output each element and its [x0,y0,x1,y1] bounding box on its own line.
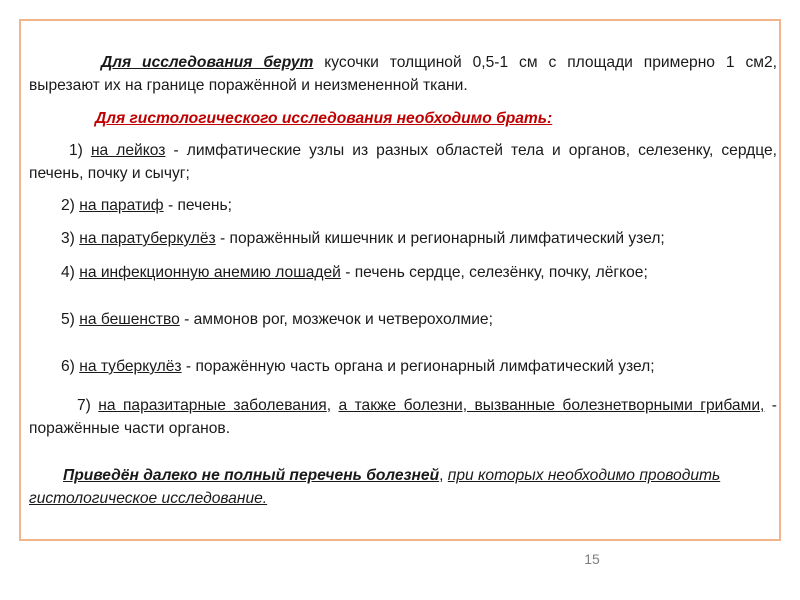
intro-text: кусочки толщиной 0,5-1 см с площади примерно 1 см2, вырезают их на границе поражённой и неизмененной ткани. [29,54,777,94]
item-disease: на паразитарные заболевания [98,397,327,414]
list-item-3 [29,227,777,250]
item-description: - аммонов рог, мозжечок и четверохолмие; [179,311,493,328]
item-number: 2) [61,197,80,214]
item-number: 3) [61,230,80,247]
item-disease: на бешенство [79,311,180,328]
item-disease: на лейкоз [90,142,166,159]
slide-frame [19,19,781,541]
item-description: - печень; [163,197,232,214]
item-separator: , [326,397,339,414]
item-number: 4) [61,264,80,281]
slide-content [29,51,777,510]
item-number: 5) [61,311,80,328]
item-number: 7) [77,397,99,414]
list-item-4 [29,261,777,284]
list-item-6 [29,355,777,378]
final-text-bold: Приведён далеко не полный перечень болезней [63,467,440,484]
item-description: - лимфатические узлы из разных областей тела и органов, селезенку, сердце, печень, почку и сычуг; [29,142,778,182]
item-description: - поражённую часть органа и регионарный лимфатический узел; [181,358,655,375]
item-description: - печень сердце, селезёнку, почку, лёгкое; [340,264,648,281]
item-disease: на паратуберкулёз [79,230,216,247]
list-item-2 [29,194,777,217]
list-item-1 [29,139,777,185]
red-heading-paragraph [29,107,777,130]
intro-heading: Для исследования берут [101,54,314,71]
item-disease: на паратиф [79,197,164,214]
page-number: 15 [584,551,600,567]
final-separator: , [439,467,448,484]
histology-heading: Для гистологического исследования необходимо брать: [95,110,553,127]
item-disease: на туберкулёз [79,358,182,375]
list-item-5 [29,308,777,331]
item-description: - поражённые части органов. [29,397,777,437]
final-paragraph [29,464,777,510]
list-item-7 [29,394,777,440]
item-number: 1) [69,142,91,159]
item-disease-extra: а также болезни, вызванные болезнетворными грибами, [338,397,765,414]
final-text-italic: при которых необходимо проводить гистологическое исследование. [29,467,721,507]
item-number: 6) [61,358,80,375]
item-disease: на инфекционную анемию лошадей [79,264,341,281]
intro-paragraph [29,51,777,97]
item-description: - поражённый кишечник и регионарный лимфатический узел; [215,230,665,247]
